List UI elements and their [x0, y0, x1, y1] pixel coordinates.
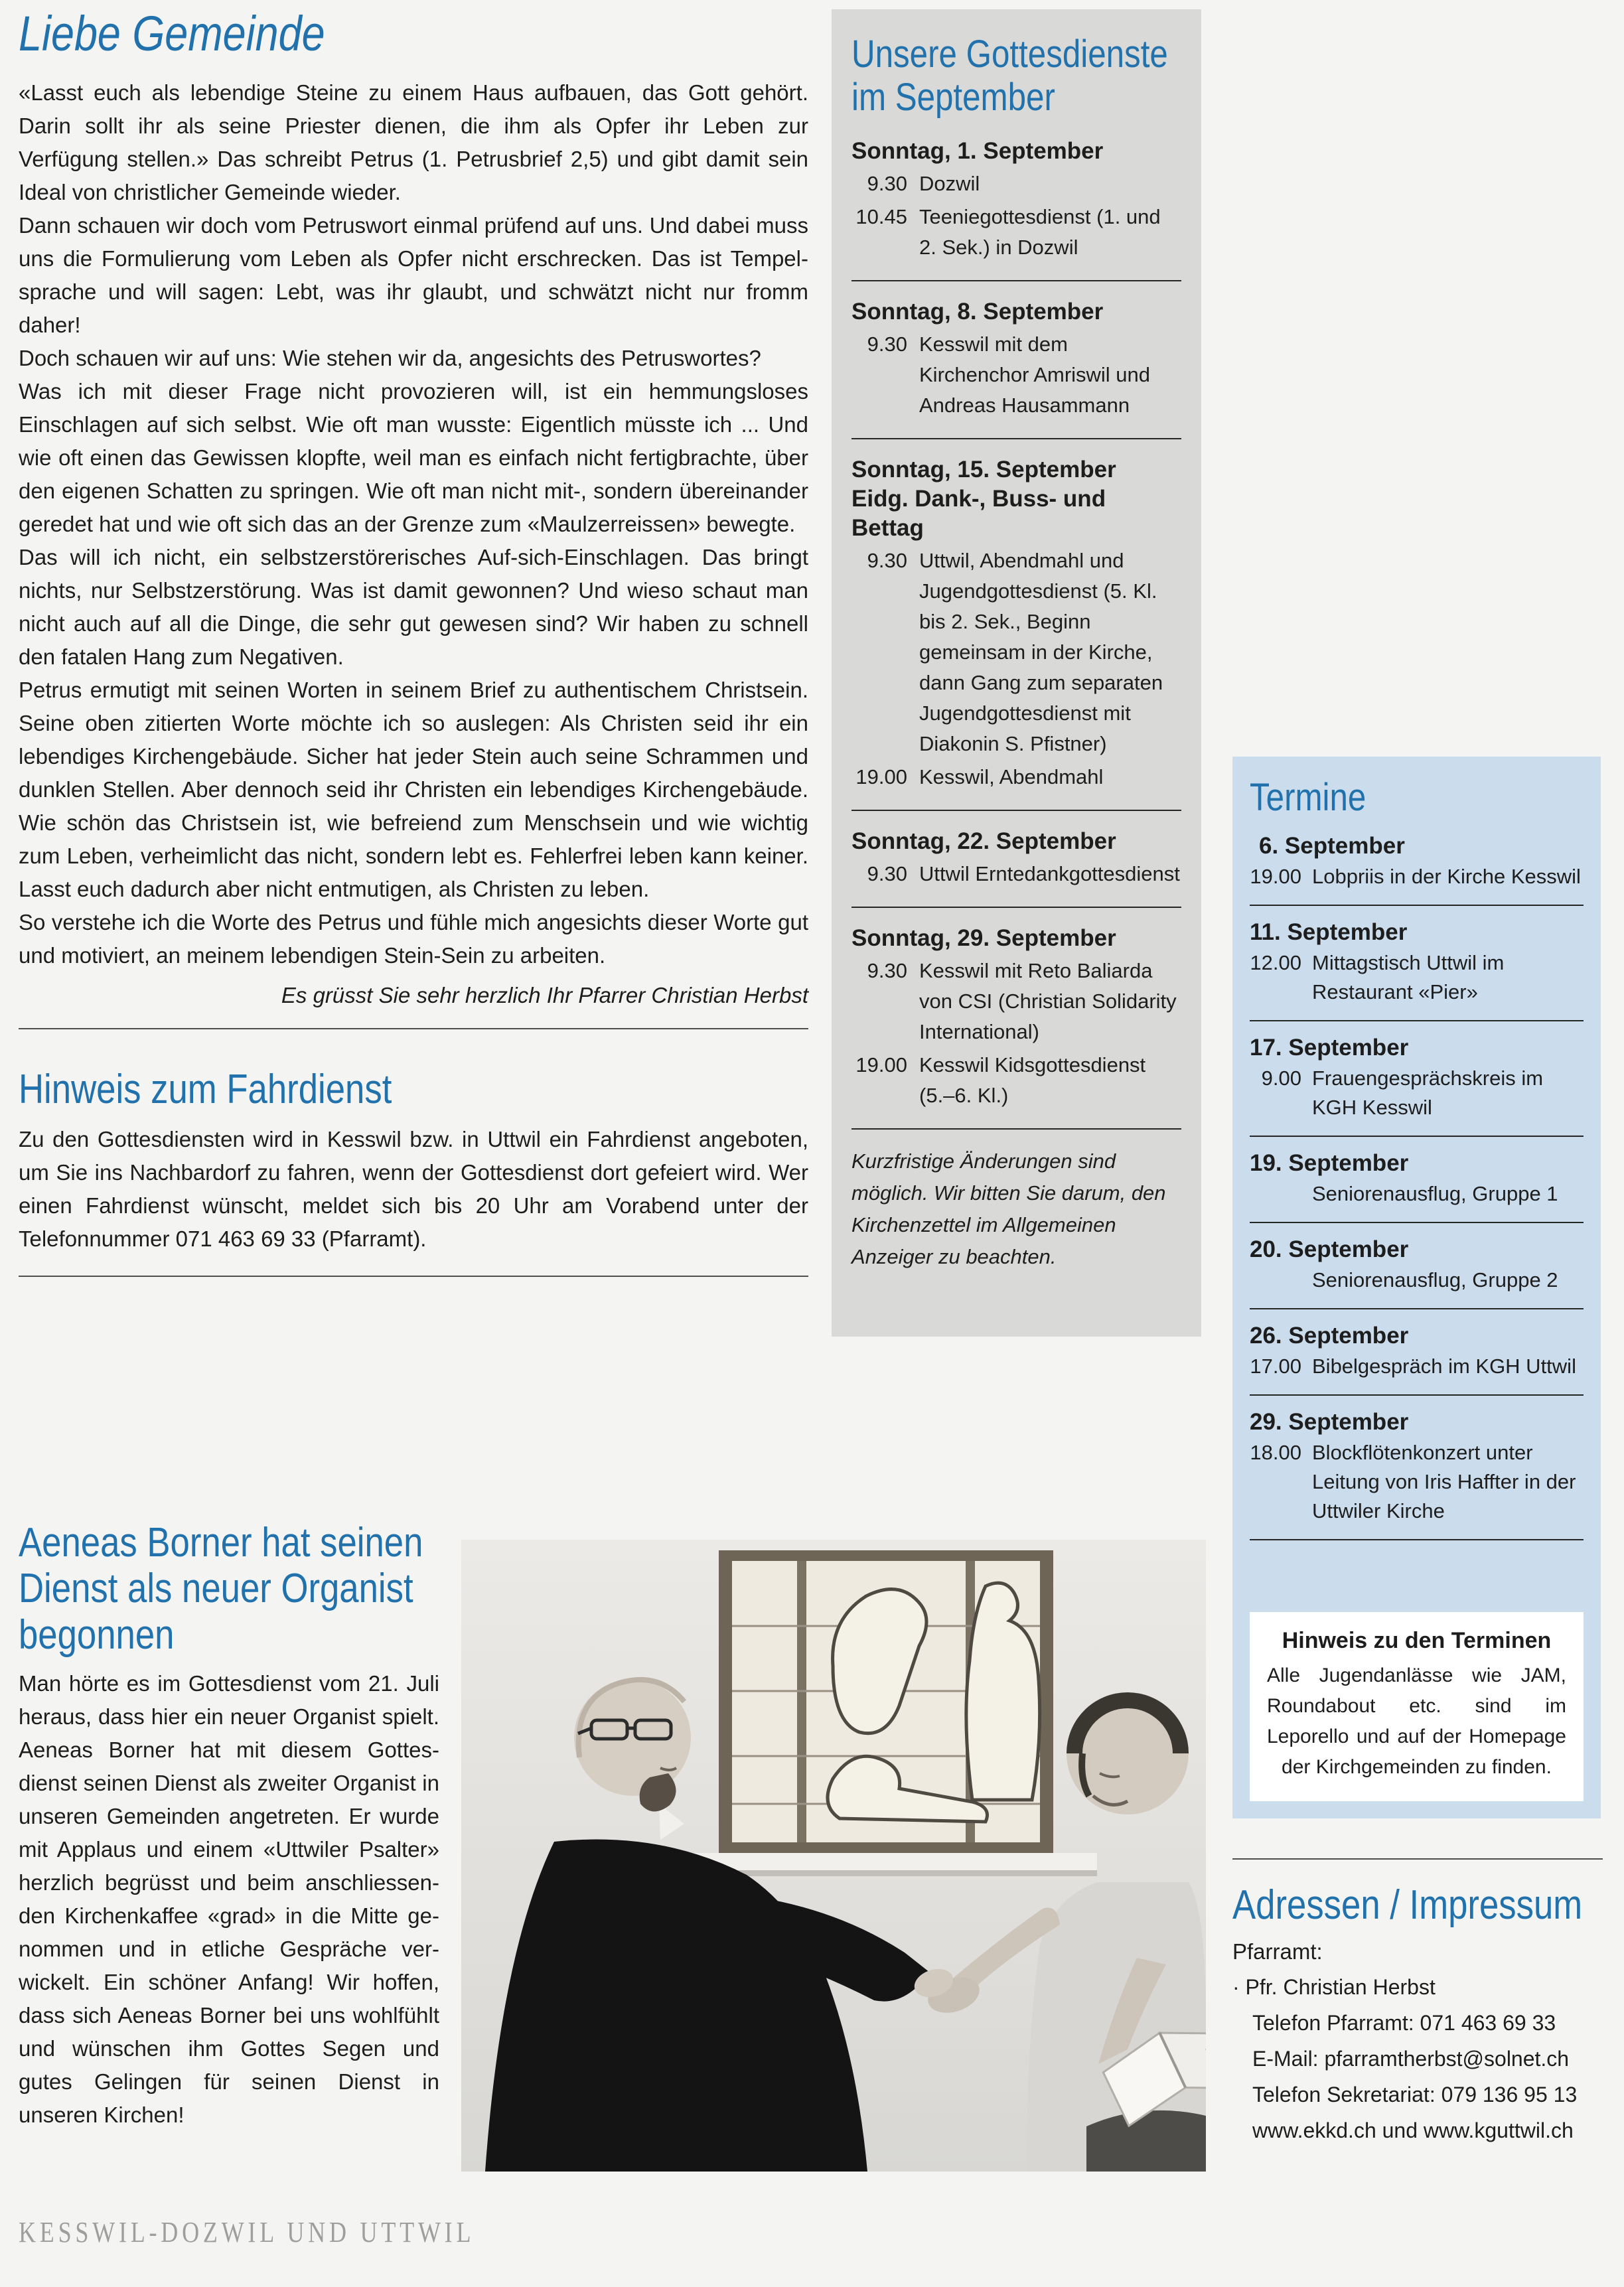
service-text: Kesswil Kidsgottesdienst (5.–6. Kl.): [919, 1053, 1146, 1107]
termine-box: [1232, 757, 1601, 1818]
service-text: Kesswil mit dem Kirchenchor Amriswil und Andreas Hausammann: [919, 332, 1151, 417]
termin-text: Seniorenausflug, Gruppe 2: [1312, 1268, 1558, 1291]
termin-entry: [1250, 948, 1584, 1007]
impressum-email: E-Mail: pfarramtherbst@solnet.ch: [1252, 2047, 1570, 2071]
termin-item: [1250, 1408, 1584, 1540]
divider: [19, 1276, 808, 1277]
paragraph: «Lasst euch als lebendige Steine zu einem Haus aufbauen, das Gott gehört. Darin sollt ihr als seine Priester dienen, die ihm als Opfer ihr Leben zur Verfügung stellen.» Das schreibt Petrus (1. Petrusbrief 2,5) und gibt damit sein Ideal von christlicher Gemeinde wieder.: [19, 80, 808, 204]
divider: [19, 1028, 808, 1029]
termin-date: 26. September: [1250, 1322, 1409, 1349]
termin-item: [1250, 832, 1584, 906]
termin-time: [1250, 1179, 1301, 1209]
service-entry: [851, 762, 1181, 792]
termin-item: [1250, 1321, 1584, 1396]
termin-item: [1250, 1235, 1584, 1309]
impressum-websites: www.ekkd.ch und www.kguttwil.ch: [1252, 2118, 1574, 2143]
service-entry: [851, 859, 1181, 889]
termin-time: 9.00: [1261, 1066, 1301, 1090]
hinweis-title: Hinweis zu den Terminen: [1282, 1628, 1552, 1653]
service-block: [851, 297, 1181, 439]
service-time: 19.00: [855, 765, 907, 788]
termin-text: Bibelgespräch im KGH Uttwil: [1312, 1354, 1576, 1378]
paragraph: Das will ich nicht, ein selbstzerstörerisches Auf-sich-Einschlagen. Das bringt nichts, nur Selbstzerstörung. Was ist damit gewonnen? Und wieso schaut man nicht auch auf all die Dinge, die sehr gut gewesen sind? Wir haben zu schnell den fatalen Hang zum Negativen.: [19, 544, 808, 669]
divider: [1250, 1539, 1584, 1540]
organist-body: Man hörte es im Gottesdienst vom 21. Juli heraus, dass hier ein neuer Organist spielt. Aeneas Borner hat mit diesem Gottesdienst seinen Dienst als zweiter Organist in unseren Gemeinden angetreten. Er wurde mit Applaus und einem «Uttwiler Psalter» herzlich begrüsst und beim anschliessenden Kirchenkaffee «grad» in die Mitte genommen und in etliche Gespräche verwickelt. Ein schöner Anfang! Wir hoffen, dass sich Aeneas Borner bei uns wohlfühlt und wünschen ihm Gottes Segen und gutes Gelingen für seinen Dienst in unseren Kirchen!: [19, 1671, 439, 2128]
termin-time: 12.00: [1250, 950, 1301, 974]
paragraph: Dann schauen wir doch vom Petruswort einmal prüfend auf uns. Und dabei muss uns die Formulierung vom Leben als Opfer nicht erschrecken. Das ist Tempelsprache und will sagen: Lebt, was ihr glaubt, und schwätzt nicht nur fromm daher!: [19, 212, 808, 337]
divider: [1250, 1020, 1584, 1021]
services-box: [832, 9, 1201, 1337]
service-date-holiday: Eidg. Dank-, Buss- und Bettag: [851, 485, 1106, 541]
divider: [1250, 1308, 1584, 1309]
paragraph: So verstehe ich die Worte des Petrus und fühle mich angesichts dieser Worte gut und motiviert, an meinem lebendigen Stein-Sein zu arbeiten.: [19, 909, 808, 968]
service-text: Uttwil Erntedankgottesdienst: [919, 861, 1180, 885]
impressum-section: [1232, 1858, 1603, 2148]
organist-handshake-photo: [461, 1540, 1206, 2172]
termin-text: Lobpriis in der Kirche Kesswil: [1312, 864, 1581, 888]
service-time: 10.45: [855, 204, 907, 228]
service-entry: [851, 1050, 1181, 1111]
divider: [1232, 1858, 1603, 1860]
paragraph: Doch schauen wir auf uns: Wie stehen wir da, angesichts des Petruswortes?: [19, 345, 761, 370]
service-time: 9.30: [867, 171, 907, 195]
service-time: 9.30: [867, 548, 907, 572]
termin-date: 20. September: [1250, 1236, 1409, 1262]
liebe-gemeinde-article: [19, 76, 808, 972]
paragraph: Was ich mit dieser Frage nicht provozieren will, ist ein hemmungsloses Einschlagen auf sich selbst. Wie oft man wusste: Eigentlich müsste ich ... Und wie oft einen das Gewissen klopfte, weil man es einfach nicht fertigbrachte, über den eigenen Schatten zu springen. Wie oft man nicht mit-, sondern übereinander geredet hat und wie oft sich das an der Grenze zum «Maulzerreissen» bewegte.: [19, 378, 808, 536]
termine-hinweis-box: [1250, 1612, 1584, 1801]
service-block: [851, 455, 1181, 811]
service-block: [851, 827, 1181, 908]
services-title: Unsere Gottesdienste im September: [851, 33, 1168, 119]
liebe-gemeinde-title: Liebe Gemeinde: [19, 6, 325, 61]
hinweis-body: Alle Jugendanlässe wie JAM, Roundabout etc. sind im Leporello und auf der Homepage der Kirchgemeinden zu finden.: [1267, 1664, 1566, 1778]
divider: [851, 810, 1181, 811]
service-time: 9.30: [867, 958, 907, 982]
service-text: Uttwil, Abendmahl und Jugendgottesdienst (5. Kl. bis 2. Sek., Beginn gemeinsam in der Kirche, dann Gang zum separaten Jugendgottesdienst mit Diakonin S. Pfistner): [919, 548, 1163, 755]
organist-article: [19, 1520, 439, 2132]
termin-entry: [1250, 1064, 1584, 1122]
divider: [851, 438, 1181, 439]
service-text: Kesswil mit Reto Baliarda von CSI (Christian Solidarity International): [919, 958, 1177, 1043]
window-sill: [675, 1853, 1097, 1870]
divider: [851, 280, 1181, 281]
service-block: [851, 137, 1181, 281]
service-entry: [851, 202, 1181, 263]
termin-text: Frauengesprächskreis im KGH Kesswil: [1312, 1066, 1544, 1119]
termin-text: Blockflötenkonzert unter Leitung von Iris Haffter in der Uttwiler Kirche: [1312, 1440, 1576, 1522]
termin-date: 29. September: [1250, 1408, 1409, 1435]
page-footer: KESSWIL-DOZWIL UND UTTWIL: [19, 2216, 475, 2249]
termin-date: 11. September: [1250, 919, 1408, 945]
service-time: 9.30: [867, 861, 907, 885]
service-time: 9.30: [867, 332, 907, 356]
service-entry: [851, 329, 1181, 421]
service-date: Sonntag, 8. September: [851, 298, 1104, 325]
impressum-phone: Telefon Pfarramt: 071 463 69 33: [1252, 2011, 1556, 2035]
impressum-secretariat-phone: Telefon Sekretariat: 079 136 95 13: [1252, 2083, 1578, 2107]
termin-time: [1250, 1266, 1301, 1295]
termin-item: [1250, 918, 1584, 1021]
termine-title: Termine: [1250, 776, 1366, 819]
service-time: 19.00: [855, 1053, 907, 1076]
termin-entry: [1250, 1438, 1584, 1526]
divider: [1250, 905, 1584, 906]
stained-glass-window: [719, 1550, 1053, 1853]
termin-entry: [1250, 1352, 1584, 1381]
services-note: Kurzfristige Änderungen sind möglich. Wir bitten Sie darum, den Kirchenzettel im Allgemeinen Anzeiger zu beachten.: [851, 1149, 1166, 1268]
paragraph: Petrus ermutigt mit seinen Worten in seinem Brief zu authentischem Christsein. Seine oben zitierten Worte möchte ich so auslegen: Als Christen seid ihr ein lebendiges Kirchengebäude. Sicher hat jeder Stein auch seine Schrammen und dunklen Stellen. Aber dennoch seid ihr Christen ein lebendiges Kirchengebäude. Wie schön das Christsein ist, wie befreiend zum Menschsein und wie wichtig zum Leben, verheimlicht das nicht, sondern lebt es. Fehlerfrei leben kann keiner. Lasst euch dadurch aber nicht entmutigen, als Christen zu leben.: [19, 677, 808, 901]
organist-jeans: [1086, 2110, 1206, 2172]
impressum-title: Adressen / Impressum: [1232, 1882, 1583, 1928]
termin-date: 19. September: [1250, 1149, 1409, 1176]
divider: [1250, 1222, 1584, 1223]
termin-item: [1250, 1149, 1584, 1223]
termin-date: 6. September: [1259, 832, 1405, 859]
service-block: [851, 924, 1181, 1130]
service-date: Sonntag, 1. September: [851, 137, 1104, 164]
left-column: [19, 7, 808, 1277]
impressum-pastor-name: · Pfr. Christian Herbst: [1232, 1975, 1436, 2000]
termin-entry: [1250, 862, 1584, 891]
service-entry: [851, 169, 1181, 199]
fahrdienst-body: Zu den Gottesdiensten wird in Kesswil bzw. in Uttwil ein Fahrdienst angeboten, um Sie ins Nachbardorf zu fahren, wenn der Gottesdienst dort gefeiert wird. Wer einen Fahrdienst wünscht, meldet sich bis 20 Uhr am Vorabend unter der Telefonnummer 071 463 69 33 (Pfarramt).: [19, 1127, 808, 1252]
termin-date: 17. September: [1250, 1034, 1409, 1061]
service-entry: [851, 956, 1181, 1047]
service-entry: [851, 546, 1181, 759]
divider: [1250, 1394, 1584, 1396]
divider: [1250, 1136, 1584, 1137]
termin-entry: [1250, 1266, 1584, 1295]
termin-time: 19.00: [1250, 864, 1301, 888]
termin-text: Mittagstisch Uttwil im Restaurant «Pier»: [1312, 950, 1505, 1003]
service-date: Sonntag, 22. September: [851, 828, 1116, 854]
organist-title: Aeneas Borner hat seinen Dienst als neuer Organist begonnen: [19, 1520, 423, 1658]
service-text: Teeniegottesdienst (1. und 2. Sek.) in Dozwil: [919, 204, 1161, 259]
fahrdienst-title: Hinweis zum Fahrdienst: [19, 1066, 392, 1112]
termin-time: 17.00: [1250, 1354, 1301, 1378]
service-text: Kesswil, Abendmahl: [919, 765, 1104, 788]
termin-item: [1250, 1033, 1584, 1137]
termin-text: Seniorenausflug, Gruppe 1: [1312, 1181, 1558, 1205]
divider: [851, 1128, 1181, 1130]
divider: [851, 907, 1181, 908]
termin-entry: [1250, 1179, 1584, 1209]
service-text: Dozwil: [919, 171, 980, 195]
termin-time: 18.00: [1250, 1440, 1301, 1464]
service-date: Sonntag, 29. September: [851, 924, 1116, 951]
pastor-signature: Es grüsst Sie sehr herzlich Ihr Pfarrer Christian Herbst: [281, 982, 808, 1007]
service-date: Sonntag, 15. September: [851, 456, 1116, 482]
impressum-label: Pfarramt:: [1232, 1939, 1323, 1964]
